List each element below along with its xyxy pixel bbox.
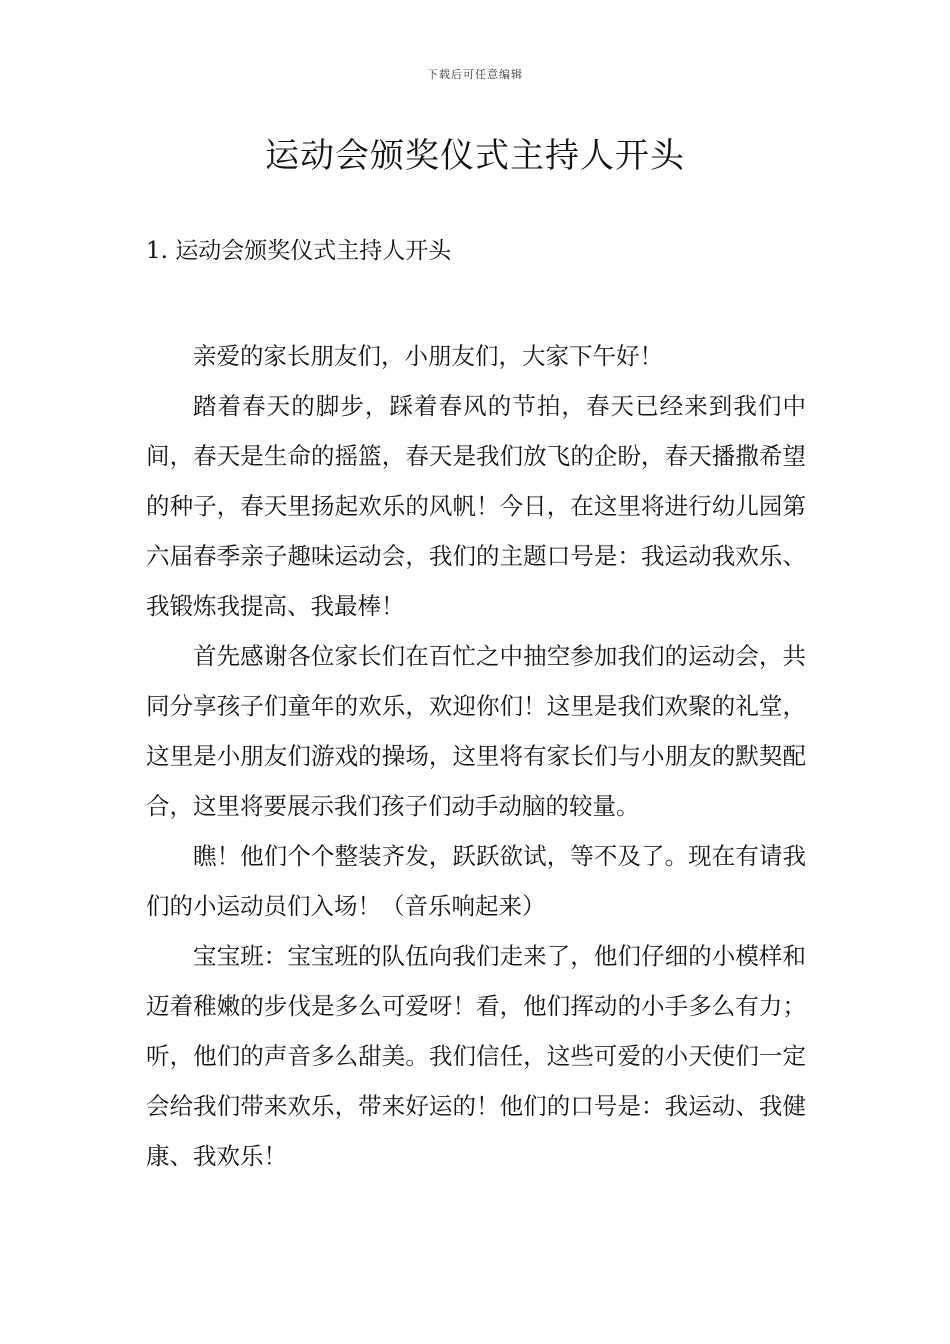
document-body xyxy=(146,331,806,1181)
paragraph-spring: 踏着春天的脚步，踩着春风的节拍，春天已经来到我们中间，春天是生命的摇篮，春天是我们放飞的企盼，春天播撒希望的种子，春天里扬起欢乐的风帆！今日，在这里将进行幼儿园第六届春季亲子趣味运动会，我们的主题口号是：我运动我欢乐、我锻炼我提高、我最棒！ xyxy=(146,392,806,620)
header-note: 下载后可任意编辑 xyxy=(427,68,523,81)
paragraph-entrance: 瞧！他们个个整装齐发，跃跃欲试，等不及了。现在有请我们的小运动员们入场！（音乐响起来） xyxy=(146,842,806,920)
document-title: 运动会颁奖仪式主持人开头 xyxy=(265,136,685,176)
paragraph-thanks: 首先感谢各位家长们在百忙之中抽空参加我们的运动会，共同分享孩子们童年的欢乐，欢迎你们！这里是我们欢聚的礼堂，这里是小朋友们游戏的操场，这里将有家长们与小朋友的默契配合，这里将要展示我们孩子们动手动脑的较量。 xyxy=(146,642,806,820)
section-heading: 1. 运动会颁奖仪式主持人开头 xyxy=(146,238,452,264)
paragraph-greeting: 亲爱的家长朋友们，小朋友们，大家下午好！ xyxy=(193,342,663,370)
paragraph-baby-class: 宝宝班：宝宝班的队伍向我们走来了，他们仔细的小模样和迈着稚嫩的步伐是多么可爱呀！看，他们挥动的小手多么有力；听，他们的声音多么甜美。我们信任，这些可爱的小天使们一定会给我们带来欢乐，带来好运的！他们的口号是：我运动、我健康、我欢乐！ xyxy=(146,942,806,1170)
